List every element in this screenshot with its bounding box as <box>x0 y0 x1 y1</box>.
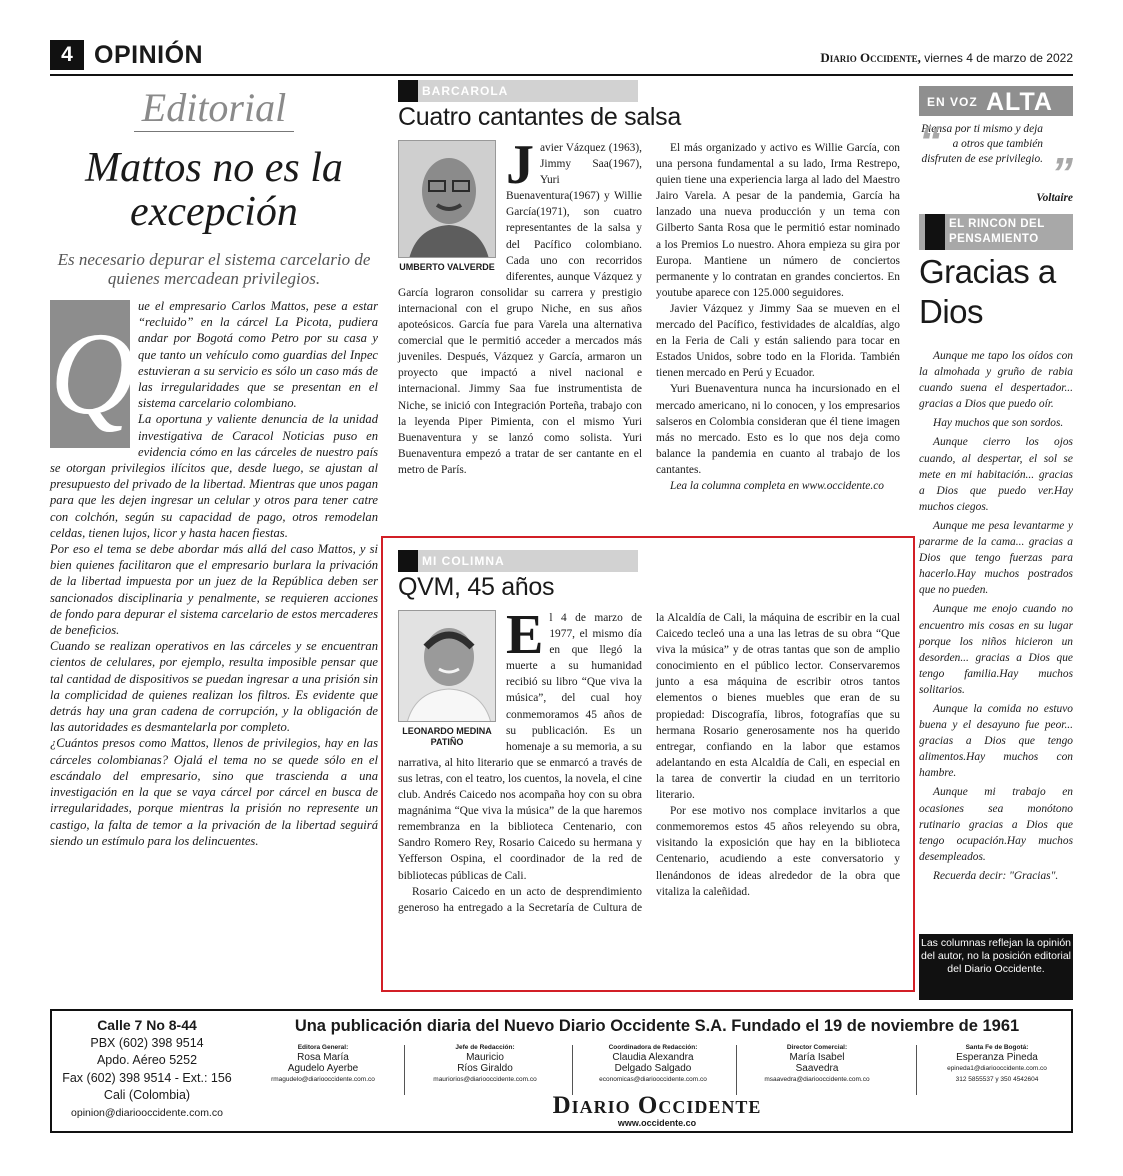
staff-name: Esperanza Pineda <box>956 1052 1038 1063</box>
barcarola-paragraph: Yuri Buenaventura nunca ha incursionado en el mercado americano, ni lo conocen, y los empresarios salseros en Colombia consideran que él tiene imagen más no mercado. Esto es lo que nos deja como balance la pandemia en cuanto al trabajo de los cantantes. <box>656 383 900 476</box>
mi-columna-dropcap: E <box>506 604 544 666</box>
editorial-paragraph: Por eso el tema se debe abordar más allá del caso Mattos, y si bien quienes facilitaron que el empresario burlara la privación de la libertad impuesta por un juez de la República deben ser sancionados disciplinaria y penalmente, se requieren acciones de fondo para depurar el sistema carcelario de estos mercaderes de beneficios. <box>50 542 378 638</box>
alta-label: ALTA <box>986 88 1053 116</box>
footer-url: www.occidente.co <box>617 1118 697 1128</box>
open-quote-icon: “ <box>919 117 941 166</box>
mi-columna-kicker <box>398 550 638 572</box>
barcarola-column <box>398 80 900 494</box>
staff-name: Delgado Salgado <box>614 1063 692 1074</box>
rincon-kicker <box>919 214 1073 250</box>
editorial-paragraph: ue el empresario Carlos Mattos, pese a estar “recluido” en la cárcel La Picota, pudiera andar por Bogotá como Petro por su casa y que tanto un vehículo como guardias del Inpec estuvieran a su servicio es sólo un caso más de las irregularidades que se presentan en el sistema carcelario colombiano. <box>138 299 378 411</box>
staff-divider <box>404 1045 405 1095</box>
portrait-silhouette <box>399 611 496 722</box>
barcarola-kicker-text: BARCAROLA <box>422 84 509 98</box>
mi-columna-body <box>398 604 900 916</box>
dateline-date: viernes 4 de marzo de 2022 <box>920 51 1073 65</box>
editorial-title: Mattos no es la excepción <box>85 145 343 235</box>
author-portrait <box>398 610 496 748</box>
apdo: Apdo. Aéreo 5252 <box>96 1053 198 1067</box>
author-caption: UMBERTO VALVERDE <box>399 262 495 272</box>
staff-coordinadora <box>578 1043 728 1085</box>
staff-email: rmagudelo@diariooccidente.com.co <box>271 1076 375 1083</box>
rincon-body <box>919 348 1073 884</box>
kicker-block <box>398 550 418 572</box>
header-rule <box>50 74 1073 76</box>
rincon-paragraph: Aunque cierro los ojos cuando, al despertar, el sol se mete en mi habitación... gracias a Dios que puedo ver.Hay muchos ciegos. <box>919 436 1073 513</box>
city: Cali (Colombia) <box>103 1088 191 1102</box>
staff-role: Coordinadora de Redacción: <box>608 1044 698 1051</box>
barcarola-paragraph: avier Vázquez (1963), Jimmy Saa(1967), Yuri Buenaventura(1967) y Willie García(1971), son cuatro representantes de la salsa y del Pacífico colombiano. Cada uno con recorridos diferentes, aunque Vázquez y García lograron consolidar su carrera y prestigio internacional con el grupo Niche, en sus años apoteósicos. García fue para Varela una alternativa comercial que le permitió acceder a mercados más juveniles. Después, Vázquez y García, armaron un proyecto que impactó a nivel nacional e internacional. Jimmy Saa fue instrumentista de Niche, se inició con Integración Porteña, trabajo con la leyenda Piper Pimienta, con el mismo Yuri Buenaventura y se lanzó como solista. Yuri Buenaventura empezó a tratar de ser cantante en el metro de París. <box>398 142 642 476</box>
disclaimer-box: Las columnas reflejan la opinión del autor, no la posición editorial del Diario Occidente. <box>919 934 1073 1000</box>
staff-email: msaavedra@diariooccidente.com.co <box>764 1076 870 1083</box>
mi-columna-paragraph: l 4 de marzo de 1977, el mismo día en que llegó la muerte a su humanidad recibió su libro “Que viva la música”, del cual hoy conmemoramos 45 años de su publicación. Es un homenaje a su memoria, a su narrativa, al hito literario que se enmarcó a través de sus letras, con el teatro, los cuentos, la novela, el cine club. Andrés Caicedo nos acompaña hoy con su obra magnánima “Que viva la música” de la que haremos remembranza en la biblioteca Centenario, con Sandro Romero Rey, Rosario Caicedo su hermana y Yefferson Ospina, el coordinador de la red de bibliotecas públicas de Cali. <box>398 612 642 882</box>
en-voz-alta-banner <box>919 86 1073 116</box>
mi-columna-title: QVM, 45 años <box>398 573 555 601</box>
staff-comercial <box>742 1043 892 1085</box>
staff-name: María Isabel <box>789 1052 845 1063</box>
staff-email: economicas@diariooccidente.com.co <box>599 1076 707 1083</box>
en-voz-label: EN VOZ <box>927 95 978 109</box>
rincon-paragraph: Aunque la comida no estuvo buena y el desayuno fue peor... gracias a Dios que tengo alimentos.Hay muchos con hambre. <box>919 702 1073 780</box>
kicker-block <box>925 214 945 250</box>
staff-divider <box>736 1045 737 1095</box>
staff-jefe <box>410 1043 560 1085</box>
rincon-paragraph: Recuerda decir: "Gracias". <box>933 869 1059 882</box>
editorial-paragraph: La oportuna y valiente denuncia de la unidad investigativa de Caracol Noticias puso en evidencia cómo en las cárceles de nuestro país se otorgan privilegios ilícitos que, desde luego, se ajustan al presupuesto del privado de la libertad. Mientras que unos pagan para que les dejen ingresar un celular y otros para tener catre con colchón, según su capacidad de pago, otros remodelan celdas, tienen lujos, licor y hasta hacen fiestas. <box>50 412 378 540</box>
barcarola-paragraph: Javier Vázquez y Jimmy Saa se mueven en el mercado del Pacífico, festividades de alcaldías, algo en la Feria de Cali y están saliendo para tocar en Estados Unidos, sobre todo en la Florida. También tienen mercado en Perú y Ecuador. <box>656 302 900 380</box>
sidebar-column <box>919 86 1073 887</box>
staff-role: Jefe de Redacción: <box>455 1044 515 1051</box>
staff-divider <box>916 1045 917 1095</box>
mi-columna-column <box>398 550 900 916</box>
author-photo <box>398 610 496 722</box>
staff-name: Claudia Alexandra <box>612 1052 694 1063</box>
barcarola-body <box>398 134 900 494</box>
staff-role: Editora General: <box>297 1044 349 1051</box>
editorial-dropcap: Q <box>50 300 130 448</box>
staff-editora <box>248 1043 398 1085</box>
staff-role: Director Comercial: <box>786 1044 848 1051</box>
staff-role: Santa Fe de Bogotá: <box>965 1044 1029 1051</box>
rincon-paragraph: Aunque me tapo los oídos con la almohada y gruño de rabia cuando suena el despertador... gracias a Dios que puedo oír. <box>919 350 1073 411</box>
staff-email: epineda1@diariooccidente.com.co <box>947 1065 1047 1072</box>
staff-email: mauriorios@diariooccidente.com.co <box>433 1076 537 1083</box>
editorial-column <box>50 86 378 849</box>
kicker-block <box>398 80 418 102</box>
staff-name: Rosa María <box>297 1052 349 1063</box>
barcarola-title: Cuatro cantantes de salsa <box>398 103 681 131</box>
quote-block <box>919 117 1073 204</box>
editorial-paragraph: Cuando se realizan operativos en las cárceles y se encuentran cientos de celulares, por ejemplo, resulta imposible pensar que tal cantidad de dispositivos se puedan ingresar a una prisión sin la complicidad de quienes realizan los filtros. Es evidente que detrás hay una gran cadena de corrupción, y la obligación de las autoridades es desmantelarla por completo. <box>50 639 378 735</box>
author-portrait <box>398 140 496 273</box>
barcarola-kicker <box>398 80 638 102</box>
editorial-subtitle: Es necesario depurar el sistema carcelario de quienes mercadean privilegios. <box>57 250 371 288</box>
pbx: PBX (602) 398 9514 <box>90 1035 204 1050</box>
editorial-body <box>50 298 378 849</box>
mi-columna-kicker-text: MI COLIMNA <box>422 554 505 568</box>
quote-text: Piensa por ti mismo y deja a otros que también disfruten de ese privilegio. <box>921 123 1043 165</box>
masthead-footer <box>50 1009 1073 1133</box>
staff-phone: 312 5855537 y 350 4542604 <box>955 1076 1039 1083</box>
barcarola-dropcap: J <box>506 134 534 196</box>
editorial-label: Editorial <box>141 85 287 130</box>
barcarola-paragraph: El más organizado y activo es Willie García, con una persona fundamental a su lado, Irma Restrepo, quien tiene una experiencia larga al lado del Maestro Jairo Varela. A pesar de la pandemia, García ha lanzado una nueva producción y un tema con Gilberto Santa Rosa que le permitió estar nominado a los Premios Lo nuestro. Ahora empieza su gira por Europa. Mantiene un número de conciertos permanente y lo contratan en grandes conciertos. En youtube aparece con 125.000 seguidores. <box>656 142 900 299</box>
dateline <box>820 50 1073 66</box>
contact-block <box>52 1017 242 1122</box>
rincon-paragraph: Aunque mi trabajo en ocasiones sea monótono rutinario gracias a Dios que tengo ocupación.Hay muchos desempleados. <box>919 786 1073 863</box>
author-photo <box>398 140 496 258</box>
mi-columna-paragraph: Rosario Caicedo en un acto de desprendimiento generoso ha entregado a la Secretaría de Cultura de la Alcaldía de Cali, la máquina de escribir en la cual Caicedo tecleó una a una las letras de su obra “Que viva la música” y de otras tantas que son de amplio conocimiento en el público lector. Conservaremos junto a esa máquina de escribir otros tantos elementos o bienes muebles que eran de su propiedad: Discografía, libros, fotografías que su hermana Rosario generosamente nos ha querido entregar, confiando en la labor que estamos adelantando en esta Alcaldía de Cali, en especial en la tarea de convertir la ciudad en un territorio literario. <box>398 612 900 914</box>
rincon-paragraph: Hay muchos que son sordos. <box>933 417 1064 430</box>
rincon-title: Gracias a Dios <box>919 253 1056 330</box>
staff-divider <box>572 1045 573 1095</box>
footer-logo: Diario Occidente <box>552 1092 762 1119</box>
section-title: OPINIÓN <box>94 41 204 69</box>
staff-name: Agudelo Ayerbe <box>287 1063 359 1074</box>
staff-name: Ríos Giraldo <box>457 1063 513 1074</box>
close-quote-icon: ” <box>1051 149 1073 198</box>
staff-bogota <box>922 1043 1072 1085</box>
rincon-paragraph: Aunque me pesa levantarme y pararme de la cama... gracias a Dios que tengo fuerzas para hacerlo.Hay muchos postrados que no pueden. <box>919 519 1073 597</box>
author-caption: LEONARDO MEDINA PATIÑO <box>402 726 492 747</box>
footer-tagline: Una publicación diaria del Nuevo Diario Occidente S.A. Fundado el 19 de noviembre de 1961 <box>294 1017 1020 1035</box>
editorial-label-rule <box>134 131 294 132</box>
editorial-paragraph: ¿Cuántos presos como Mattos, llenos de privilegios, hay en las cárceles colombianas? Ojalá el tema no se quede sólo en el escándalo del empresario, sino que trascienda a una investigación en la que se vaya cárcel por cárcel en busca de irregularidades, porque mientras la prisión no represente un castigo, la falta de temor a la privación de la libertad seguirá siendo un estímulo para los delincuentes. <box>50 736 378 848</box>
barcarola-note: Lea la columna completa en www.occidente.co <box>670 479 884 492</box>
portrait-silhouette <box>399 141 496 258</box>
page-number: 4 <box>50 40 84 70</box>
fax: Fax (602) 398 9514 - Ext.: 156 <box>62 1070 232 1085</box>
rincon-paragraph: Aunque me enojo cuando no encuentro mis cosas en su lugar porque los niños hicieron un desorden... gracias a Dios que tengo familia.Hay muchos solitarios. <box>919 603 1073 696</box>
mi-columna-paragraph: Por ese motivo nos complace invitarlos a que conmemoremos estos 45 años releyendo su obra, visitando la exposición que hay en la biblioteca Centenario, acudiendo a este conversatorio y llenándonos de ideas alrededor de la obra que vitaliza la caleñidad. <box>656 805 900 898</box>
address: Calle 7 No 8-44 <box>97 1017 197 1033</box>
rincon-kicker-text: EL RINCON DEL PENSAMIENTO <box>949 218 1045 245</box>
contact-email: opinion@diariooccidente.com.co <box>71 1106 223 1119</box>
dateline-brand: Diario Occidente, <box>820 50 921 65</box>
staff-name: Saavedra <box>795 1063 839 1074</box>
staff-name: Mauricio <box>466 1052 504 1063</box>
quote-author: Voltaire <box>1036 192 1073 204</box>
